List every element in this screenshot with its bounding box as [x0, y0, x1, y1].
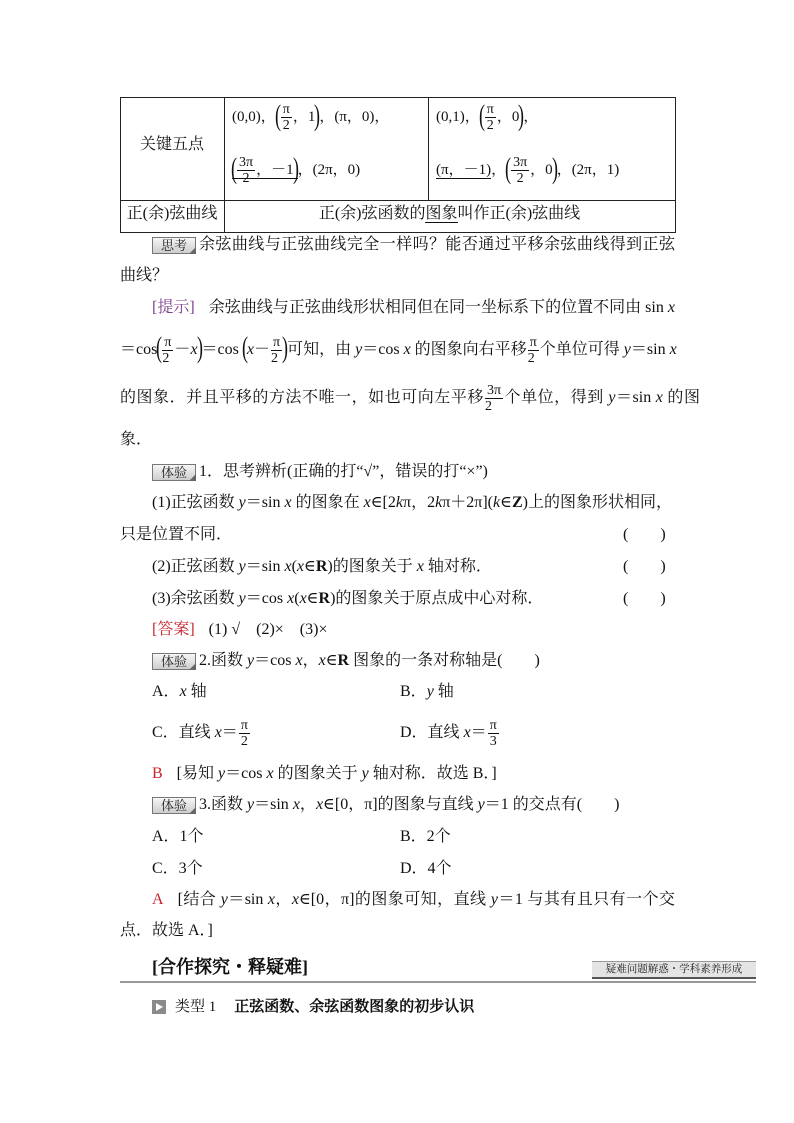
text: C．直线 [152, 724, 215, 741]
text: 3.函数 [199, 796, 248, 813]
fraction [239, 718, 250, 749]
math-var: x [246, 341, 254, 358]
text: 轴对称． [423, 558, 492, 575]
text: [易知 [176, 765, 219, 782]
fill-blank-answer: (π，－1) [436, 162, 492, 178]
text: － [254, 341, 271, 358]
answer-blank: ( ) [623, 590, 666, 607]
option-a [152, 682, 207, 702]
math-var: x [299, 590, 307, 607]
text: B． [400, 683, 427, 700]
fraction [485, 102, 496, 133]
text: ( [294, 590, 300, 607]
big-paren: ( [274, 98, 281, 132]
text: ＝sin [227, 891, 268, 908]
text: ＝sin [245, 558, 285, 575]
math-var: y [238, 494, 246, 511]
fraction [271, 335, 282, 366]
math-var: x [284, 494, 292, 511]
answer-key: B [152, 765, 163, 782]
set-symbol: R [337, 652, 350, 669]
denominator: 2 [516, 171, 524, 187]
text: ∈[0，π]的图象与直线 [323, 796, 478, 813]
text: ∈[0，π]的图象可知，直线 [298, 891, 491, 908]
text: ＝cos [120, 341, 158, 358]
text: 轴 [433, 683, 454, 700]
math-var: x [291, 891, 299, 908]
table-border-top [120, 97, 675, 98]
math-var: x [295, 652, 303, 669]
big-paren: ( [156, 331, 163, 365]
text: 图象的一条对称轴是( ) [349, 652, 540, 669]
text: ＝cos [245, 590, 288, 607]
definition-text: 叫作正(余)弦曲线 [457, 205, 581, 222]
answer-tag: [答案] [152, 621, 195, 638]
set-symbol: Z [511, 494, 523, 511]
text: π，2 [402, 494, 436, 511]
point-text: ，(2π，1) [556, 162, 620, 178]
math-var: k [435, 494, 443, 511]
numerator: 3π [239, 155, 254, 171]
table-col-divider-2 [428, 97, 429, 200]
section-divider [120, 981, 756, 983]
option-c [152, 717, 251, 749]
text: ＝1 与其有且只有一个交 [498, 891, 675, 908]
hint-line-3 [120, 382, 700, 414]
big-paren: ) [292, 151, 299, 185]
math-var: y [355, 341, 363, 358]
text: )上的图象形状相同， [522, 494, 672, 511]
set-symbol: R [318, 590, 331, 607]
math-var: x [669, 341, 677, 358]
section-title: [合作探究・释疑难] [152, 957, 308, 977]
math-var: x [296, 558, 305, 575]
practice-tag: 体验 [152, 653, 196, 670]
point-text: ，1 [292, 109, 316, 125]
exercise-1-item-1-line-2: 只是位置不同． [120, 526, 233, 543]
exercise-1-stem: 1．思考辨析(正确的打“√”，错误的打“×”) [199, 463, 488, 480]
math-var: y [238, 590, 246, 607]
numerator: π [282, 102, 290, 118]
text: ＝cos [362, 341, 404, 358]
math-var: y [218, 765, 226, 782]
point-text: ，0 [496, 109, 520, 125]
math-var: y [477, 796, 485, 813]
fraction [511, 155, 529, 186]
practice-tag: 体验 [152, 464, 196, 481]
big-paren: ( [241, 331, 248, 365]
text: ＝1 的交点有( ) [484, 796, 620, 813]
numerator: 3π [486, 382, 502, 398]
section-badge: 疑难问题解惑・学科素养形成 [592, 961, 756, 979]
fraction [485, 383, 503, 414]
text: 的图象在 [291, 494, 364, 511]
numerator: π [273, 334, 281, 350]
big-paren: ) [551, 151, 558, 185]
point-text: ，0 [530, 162, 553, 178]
text: ＝sin [254, 796, 293, 813]
think-tag: 思考 [152, 237, 196, 254]
answer-key: A [152, 891, 164, 908]
text: ∈ [325, 652, 338, 669]
sin-key-points-line-2 [231, 151, 361, 187]
answer-blank: ( ) [623, 526, 666, 543]
key-points-label: 关键五点 [139, 136, 204, 153]
denominator: 2 [486, 118, 494, 134]
text: 轴对称．故选 B．] [368, 765, 497, 782]
text: ＝ [470, 724, 487, 741]
text: ∈[2 [370, 494, 396, 511]
math-var: y [220, 891, 228, 908]
option-b [400, 682, 454, 702]
text: 的图 [662, 389, 700, 406]
denominator: 2 [240, 733, 248, 749]
text: ＝cos [254, 652, 296, 669]
text: 的图象向右平移 [410, 341, 527, 358]
answer-text: (1) √ (2)× (3)× [208, 621, 328, 638]
denominator: 2 [242, 171, 250, 187]
big-paren: ( [505, 151, 512, 185]
exercise-3-answer-line-2: 点．故选 A．] [120, 922, 213, 939]
exercise-3-answer-line-1 [152, 890, 675, 910]
math-var: x [179, 683, 187, 700]
table-border-right [675, 97, 676, 232]
text: ＝sin [245, 494, 285, 511]
fraction [528, 335, 539, 366]
math-var: x [267, 891, 275, 908]
denominator: 2 [484, 398, 492, 414]
text: 可知，由 [287, 341, 356, 358]
text: 的图象关于 [273, 765, 362, 782]
point-text: ，(2π，0) [297, 162, 361, 178]
math-var: k [395, 494, 403, 511]
text: ， [274, 891, 292, 908]
denominator: 2 [271, 350, 279, 366]
think-question-line-1: 余弦曲线与正弦曲线完全一样吗？能否通过平移余弦曲线得到正弦 [199, 236, 675, 253]
text: ∈ [306, 590, 319, 607]
math-var: k [493, 494, 501, 511]
point-text: ，(π，0)， [319, 109, 390, 125]
point-text: (0,1)， [436, 109, 480, 125]
text: ＝ [221, 724, 238, 741]
math-var: y [247, 652, 255, 669]
math-var: x [292, 796, 300, 813]
table-row-divider [120, 200, 675, 201]
math-var: x [315, 796, 324, 813]
numerator: 3π [513, 155, 528, 171]
big-paren: ) [518, 98, 525, 132]
text: 余弦曲线与正弦曲线形状相同但在同一坐标系下的位置不同由 sin [208, 299, 668, 316]
denominator: 2 [162, 350, 170, 366]
math-var: x [287, 590, 295, 607]
exercise-1-item-3 [152, 589, 543, 609]
type-title: 正弦函数、余弦函数图象的初步认识 [234, 999, 475, 1015]
type-label: 类型 1 [175, 999, 217, 1015]
math-var: y [608, 389, 616, 406]
math-var: y [426, 683, 434, 700]
math-var: x [463, 724, 471, 741]
text: ∈ [304, 558, 316, 575]
math-var: x [190, 341, 198, 358]
point-text: ， [491, 162, 507, 178]
option-b: B．2个 [400, 828, 451, 845]
type-heading [175, 997, 474, 1017]
math-var: x [284, 558, 292, 575]
text: ∈ [500, 494, 512, 511]
option-d [400, 717, 500, 749]
math-var: x [667, 299, 675, 316]
math-var: x [403, 341, 411, 358]
point-text: ，－1 [256, 162, 294, 178]
text: (2)正弦函数 [152, 558, 239, 575]
cos-key-points-line-2 [436, 151, 620, 187]
hint-line-4: 象． [120, 431, 153, 448]
text: [结合 [177, 891, 221, 908]
exercise-1-item-1-line-1 [152, 493, 672, 513]
math-var: x [363, 494, 371, 511]
text: )的图象关于 [327, 558, 417, 575]
big-paren: ( [478, 98, 485, 132]
practice-tag: 体验 [152, 797, 196, 814]
curve-label: 正(余)弦曲线 [126, 205, 218, 222]
text: ( [291, 558, 297, 575]
cos-key-points-line-1 [436, 98, 539, 134]
math-var: y [361, 765, 369, 782]
sin-key-points-line-1 [232, 98, 390, 134]
triangle-right-icon [152, 1000, 166, 1014]
fill-blank-answer [231, 151, 299, 187]
option-a: A．1个 [152, 828, 204, 845]
big-paren: ( [231, 151, 237, 185]
fraction [488, 718, 499, 749]
numerator: π [486, 102, 494, 118]
table-border-bottom [120, 232, 676, 233]
think-question-line-2: 曲线？ [120, 267, 169, 284]
fraction [237, 155, 255, 186]
definition-text: 正(余)弦函数的 [318, 205, 426, 222]
text: ＝cos [201, 341, 243, 358]
numerator: π [164, 334, 172, 350]
math-var: x [416, 558, 424, 575]
denominator: 3 [489, 733, 497, 749]
math-var: x [318, 652, 326, 669]
text: 的图象．并且平移的方法不唯一，如也可向左平移 [120, 389, 484, 406]
underlined-term: 图象 [425, 205, 458, 222]
text: ＝sin [615, 389, 656, 406]
text: A． [152, 683, 180, 700]
math-var: y [238, 558, 246, 575]
hint-tag: [提示] [152, 299, 195, 316]
math-var: x [214, 724, 222, 741]
text: － [174, 341, 191, 358]
option-d: D．4个 [400, 860, 452, 877]
text: D．直线 [400, 724, 464, 741]
text: 2.函数 [199, 652, 248, 669]
text: )的图象关于原点成中心对称． [330, 590, 544, 607]
math-var: y [490, 891, 499, 908]
exercise-3-stem [199, 795, 619, 815]
numerator: π [529, 334, 537, 350]
text: 轴 [186, 683, 207, 700]
big-paren: ) [282, 331, 289, 365]
point-text: (0,0)， [232, 109, 276, 125]
exercise-2-answer [152, 764, 497, 784]
text: ， [299, 796, 316, 813]
exercise-2-stem [199, 651, 540, 671]
answer-blank: ( ) [623, 558, 666, 575]
exercise-1-item-2 [152, 557, 492, 577]
math-var: y [623, 341, 631, 358]
option-c: C．3个 [152, 860, 203, 877]
big-paren: ) [314, 98, 321, 132]
text: (3)余弦函数 [152, 590, 239, 607]
fraction [281, 102, 292, 133]
numerator: π [489, 717, 497, 733]
point-text: ， [523, 109, 539, 125]
curve-definition [224, 204, 675, 224]
exercise-1-answer [152, 620, 327, 640]
text: ＝sin [630, 341, 670, 358]
big-paren: ) [196, 331, 203, 365]
hint-line-2 [120, 331, 677, 366]
text: π＋2π]( [442, 494, 494, 511]
math-var: x [655, 389, 663, 406]
text: ＝cos [225, 765, 267, 782]
math-var: y [247, 796, 255, 813]
text: (1)正弦函数 [152, 494, 239, 511]
set-symbol: R [315, 558, 328, 575]
text: 个单位可得 [539, 341, 624, 358]
denominator: 2 [527, 350, 535, 366]
fraction [162, 335, 173, 366]
denominator: 2 [282, 118, 290, 134]
text: ， [302, 652, 319, 669]
numerator: π [240, 717, 248, 733]
hint-line-1 [152, 298, 675, 318]
text: 个单位，得到 [504, 389, 609, 406]
math-var: x [266, 765, 274, 782]
